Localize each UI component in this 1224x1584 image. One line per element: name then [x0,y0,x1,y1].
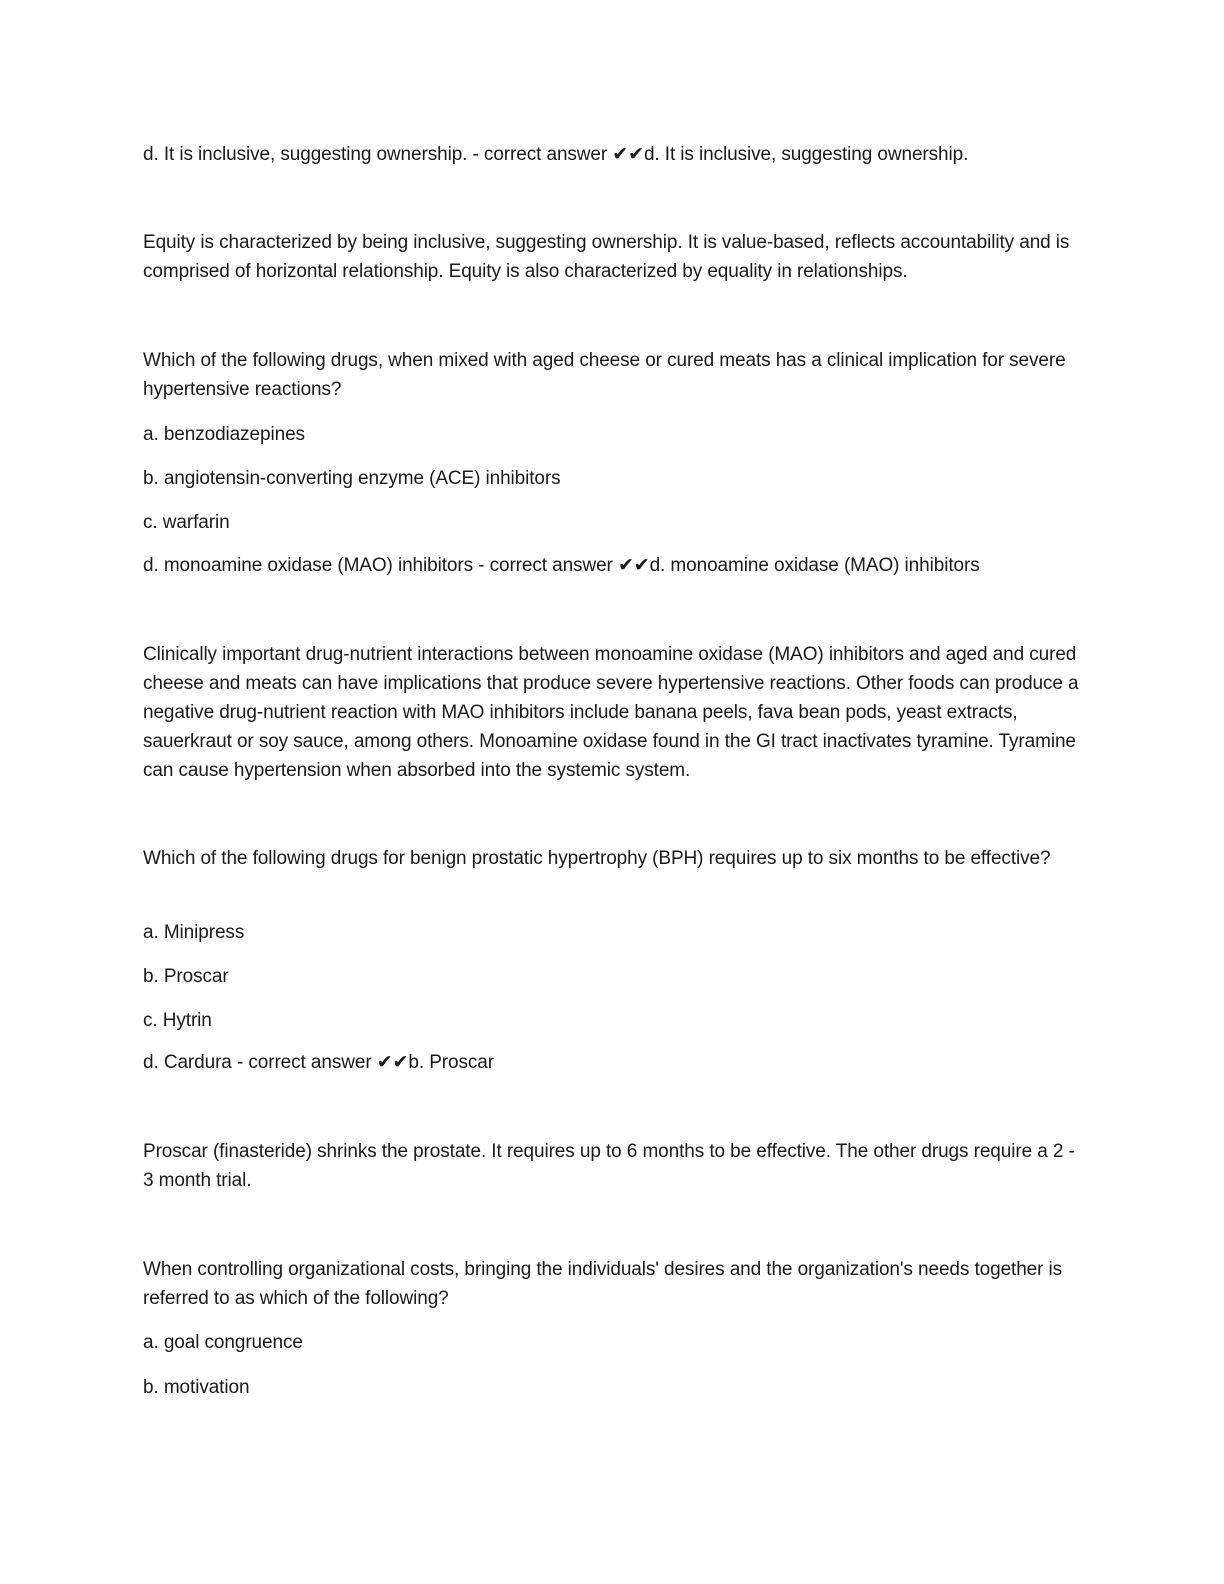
answer-line-equity: d. It is inclusive, suggesting ownership. - correct answer ✔✔d. It is inclusive, suggesting ownership. [143,144,969,165]
option-c-warfarin: c. warfarin [143,512,230,533]
rationale-proscar: Proscar (finasteride) shrinks the prostate. It requires up to 6 months to be effective. The other drugs require a 2 - 3 month trial. [143,1141,1075,1191]
option-a-goal-congruence: a. goal congruence [143,1332,303,1353]
option-a-benzodiazepines: a. benzodiazepines [143,424,305,445]
option-b-ace-inhibitors: b. angiotensin-converting enzyme (ACE) inhibitors [143,468,561,489]
option-a-minipress: a. Minipress [143,922,245,943]
question-mao: Which of the following drugs, when mixed with aged cheese or cured meats has a clinical implication for severe hypertensive reactions? [143,350,1066,400]
question-bph: Which of the following drugs for benign prostatic hypertrophy (BPH) requires up to six months to be effective? [143,848,1051,869]
option-b-proscar: b. Proscar [143,966,229,987]
option-c-hytrin: c. Hytrin [143,1010,212,1031]
rationale-equity: Equity is characterized by being inclusive, suggesting ownership. It is value-based, reflects accountability and is comprised of horizontal relationship. Equity is also characterized by equality in relationships. [143,232,1070,282]
answer-line-mao: d. monoamine oxidase (MAO) inhibitors - correct answer ✔✔d. monoamine oxidase (MAO) inhibitors [143,555,980,576]
question-goal-congruence: When controlling organizational costs, bringing the individuals' desires and the organization's needs together is referred to as which of the following? [143,1259,1063,1309]
answer-line-bph: d. Cardura - correct answer ✔✔b. Proscar [143,1052,494,1073]
rationale-mao: Clinically important drug-nutrient interactions between monoamine oxidase (MAO) inhibitors and aged and cured cheese and meats can have implications that produce severe hypertensive reactions. Other foods can produce a negative drug-nutrient reaction with MAO inhibitors include banana peels, fava bean pods, yeast extracts, sauerkraut or soy sauce, among others. Monoamine oxidase found in the GI tract inactivates tyramine. Tyramine can cause hypertension when absorbed into the systemic system. [143,644,1079,781]
option-b-motivation: b. motivation [143,1377,250,1398]
